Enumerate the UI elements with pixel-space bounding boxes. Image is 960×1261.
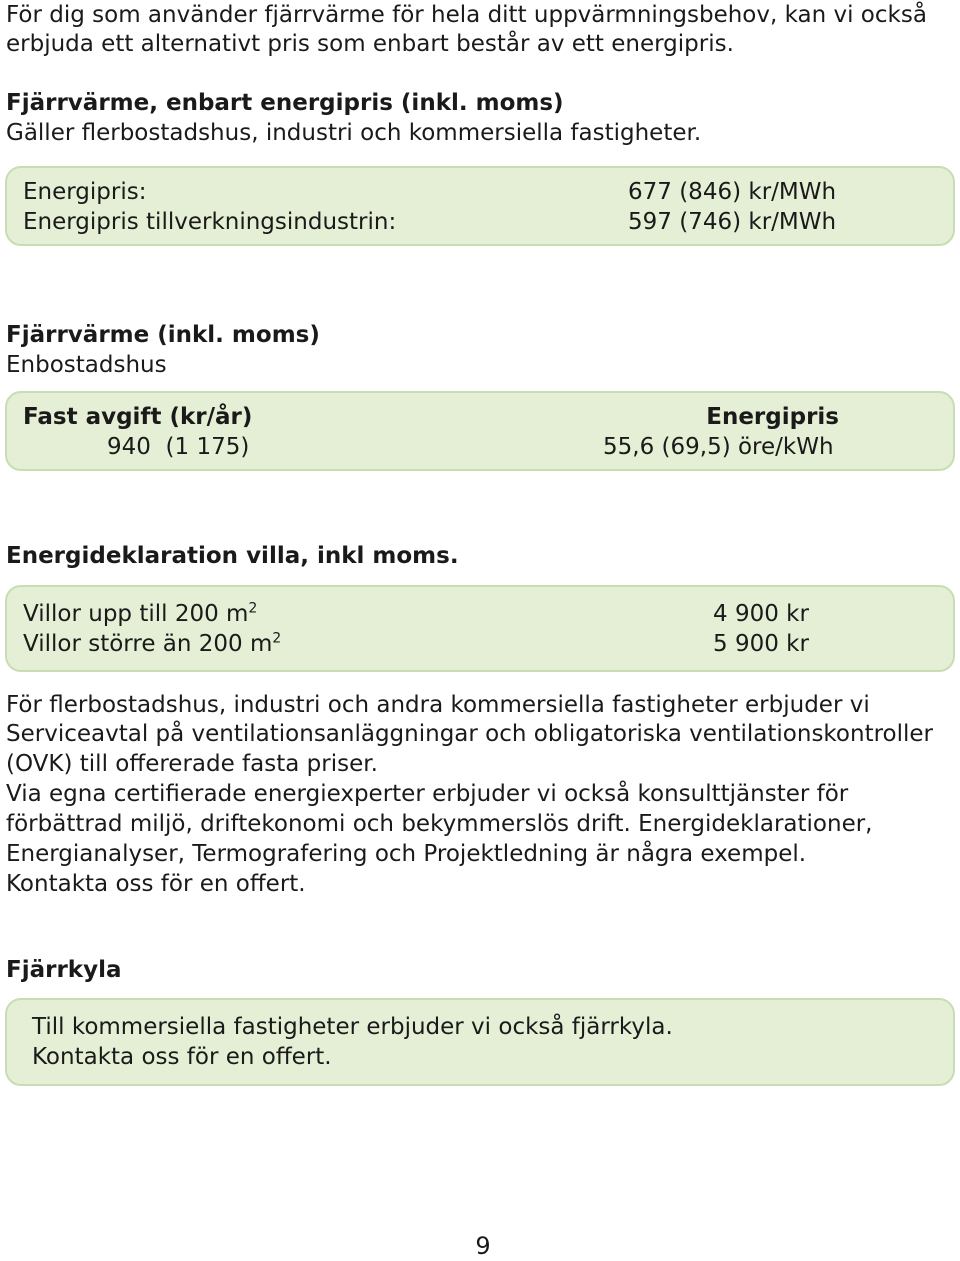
district-heating-subheading: Enbostadshus [6, 352, 167, 378]
district-heating-heading: Fjärrvärme (inkl. moms) [6, 322, 320, 348]
energy-price-header: Energipris [706, 404, 839, 430]
cooling-heading: Fjärrkyla [6, 957, 122, 983]
district-heating-price-box [5, 391, 955, 471]
services-line-5: förbättrad miljö, driftekonomi och bekymmerslös drift. Energideklarationer, [6, 811, 873, 837]
energy-only-price-box [5, 166, 955, 246]
intro-line-2: erbjuda ett alternativt pris som enbart består av ett energipris. [6, 31, 734, 57]
villa-small-label: Villor upp till 200 $m^2$ [23, 600, 258, 627]
fixed-fee-header: Fast avgift (kr/år) [23, 404, 253, 430]
industry-energy-price-value: 597 (746) kr/MWh [628, 209, 837, 235]
services-line-4: Via egna certifierade energiexperter erbjuder vi också konsulttjänster för [6, 781, 849, 807]
villa-large-value: 5 900 kr [713, 631, 809, 657]
cooling-box [5, 998, 955, 1086]
services-line-7: Kontakta oss för en offert. [6, 871, 306, 897]
declaration-price-box [5, 585, 955, 672]
page-number: 9 [475, 1232, 491, 1260]
energy-only-heading: Fjärrvärme, enbart energipris (inkl. moms) [6, 90, 564, 116]
fixed-fee-value: 940 (1 175) [107, 434, 250, 460]
intro-line-1: För dig som använder fjärrvärme för hela ditt uppvärmningsbehov, kan vi också [6, 2, 927, 28]
villa-small-value: 4 900 kr [713, 601, 809, 627]
energy-only-subheading: Gäller flerbostadshus, industri och kommersiella fastigheter. [6, 120, 702, 146]
energy-price-ore-value: 55,6 (69,5) öre/kWh [603, 434, 834, 460]
services-line-6: Energianalyser, Termografering och Projektledning är några exempel. [6, 841, 807, 867]
energy-price-value: 677 (846) kr/MWh [628, 179, 837, 205]
energy-price-label: Energipris: [23, 179, 147, 205]
industry-energy-price-label: Energipris tillverkningsindustrin: [23, 209, 397, 235]
services-line-3: (OVK) till offererade fasta priser. [6, 751, 378, 777]
services-line-1: För flerbostadshus, industri och andra kommersiella fastigheter erbjuder vi [6, 692, 870, 718]
cooling-line-2: Kontakta oss för en offert. [32, 1044, 332, 1070]
services-line-2: Serviceavtal på ventilationsanläggningar och obligatoriska ventilationskontroller [6, 721, 933, 747]
villa-large-label: Villor större än 200 $m^2$ [23, 630, 282, 657]
declaration-heading: Energideklaration villa, inkl moms. [6, 543, 459, 569]
cooling-line-1: Till kommersiella fastigheter erbjuder vi också fjärrkyla. [32, 1014, 673, 1040]
